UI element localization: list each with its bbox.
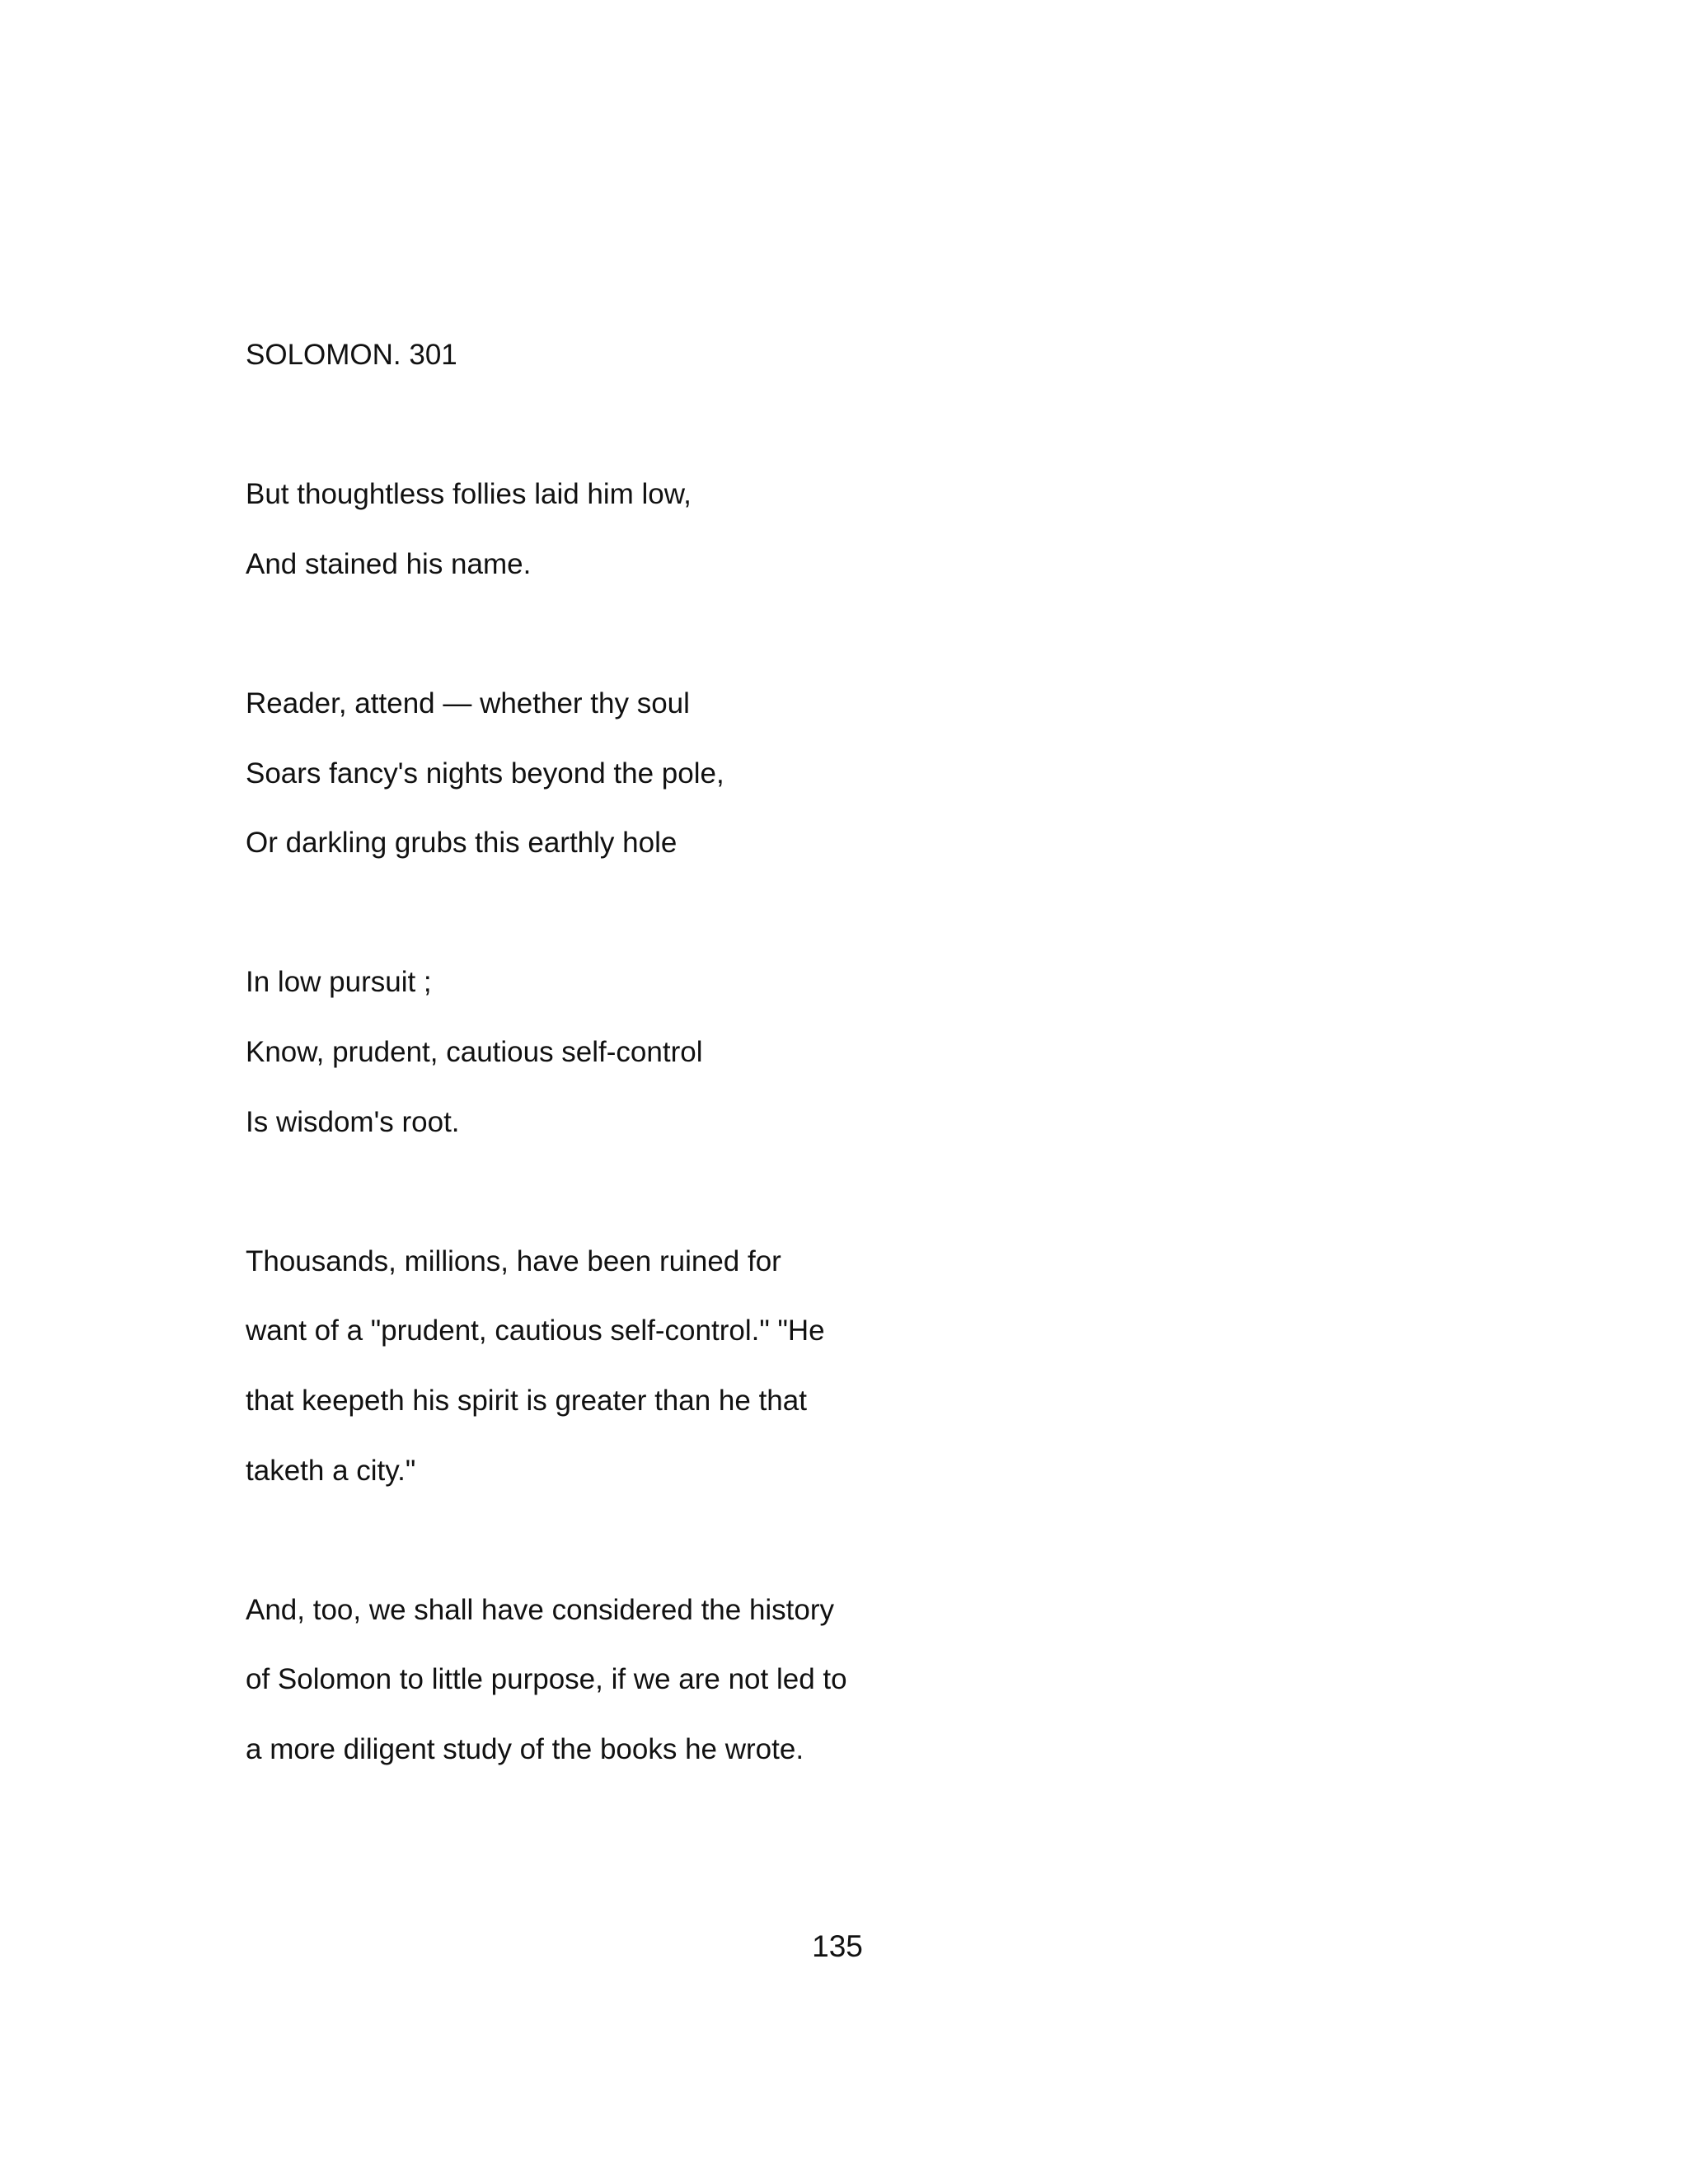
prose-line: want of a "prudent, cautious self-control." "He — [246, 1315, 825, 1347]
prose-line: a more diligent study of the books he wrote. — [246, 1733, 804, 1765]
prose-line: taketh a city." — [246, 1455, 416, 1487]
verse-line: Or darkling grubs this earthly hole — [246, 827, 678, 859]
verse-line: Soars fancy's nights beyond the pole, — [246, 757, 724, 790]
verse-line: Know, prudent, cautious self-control — [246, 1036, 703, 1068]
verse-line: Is wisdom's root. — [246, 1106, 460, 1138]
verse-line: Reader, attend — whether thy soul — [246, 687, 690, 719]
prose-line: that keepeth his spirit is greater than he that — [246, 1385, 807, 1417]
verse-line: And stained his name. — [246, 548, 532, 580]
prose-line: of Solomon to little purpose, if we are not led to — [246, 1663, 847, 1695]
running-header: SOLOMON. 301 — [246, 339, 457, 371]
prose-line: Thousands, millions, have been ruined for — [246, 1245, 781, 1277]
page-number: 135 — [812, 1929, 863, 1963]
verse-line: But thoughtless follies laid him low, — [246, 478, 692, 510]
verse-line: In low pursuit ; — [246, 966, 432, 998]
prose-line: And, too, we shall have considered the history — [246, 1594, 835, 1626]
